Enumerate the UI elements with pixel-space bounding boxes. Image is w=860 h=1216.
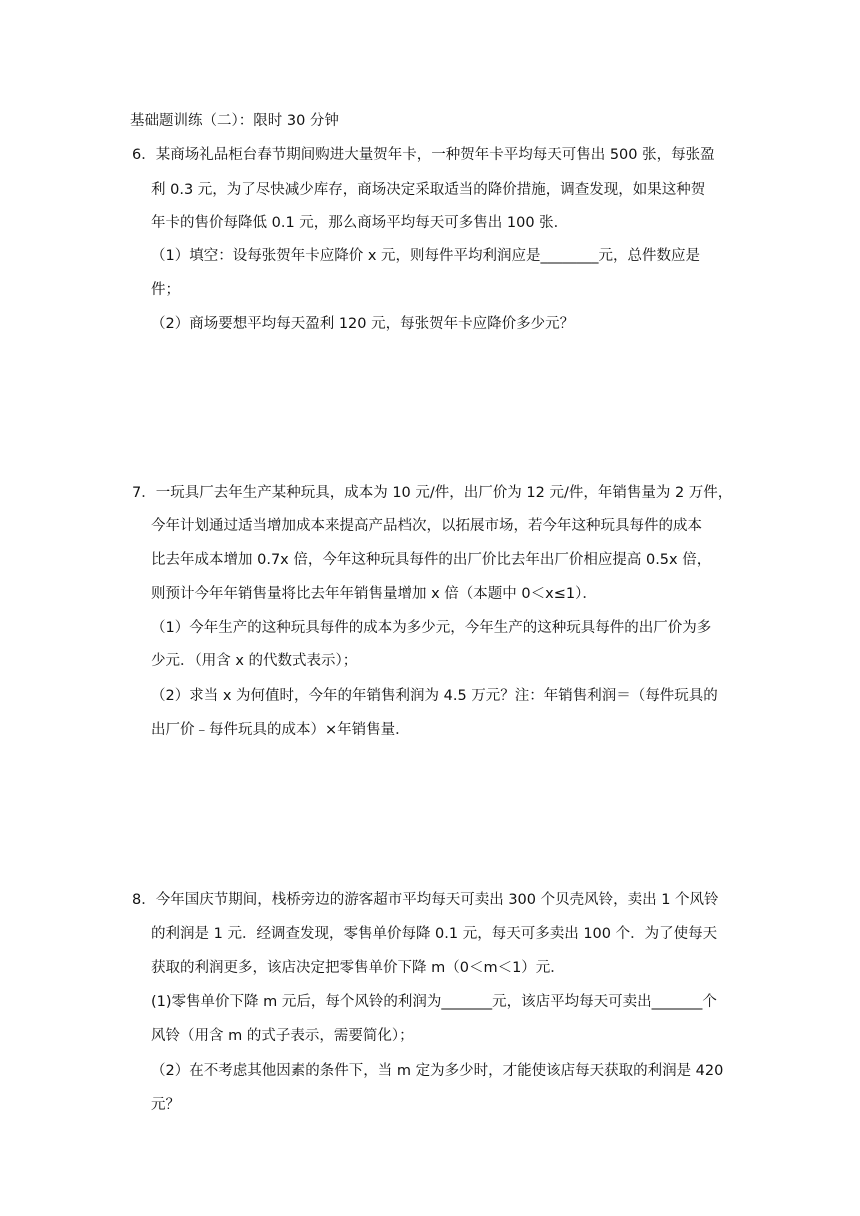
section-title: 基础题训练（二）：限时 30 分钟	[130, 113, 339, 129]
q8-part1: (1)零售单价下降 m 元后，每个风铃的利润为_______元，该店平均每天可卖出_______个	[151, 994, 717, 1010]
q7-part2-cont: 出厂价﹣每件玩具的成本）×年销售量．	[151, 722, 410, 738]
q7-part2: （2）求当 x 为何值时，今年的年销售利润为 4.5 万元？注：年销售利润＝（每件玩具的	[151, 688, 718, 704]
q8-part2: （2）在不考虑其他因素的条件下，当 m 定为多少时，才能使该店每天获取的利润是 420	[151, 1063, 724, 1079]
q6-line-3: 年卡的售价每降低 0.1 元，那么商场平均每天可多售出 100 张．	[151, 215, 569, 231]
q8-line-3: 获取的利润更多，该店决定把零售单价下降 m（0＜m＜1）元．	[151, 960, 565, 976]
q7-line-3: 比去年成本增加 0.7x 倍，今年这种玩具每件的出厂价比去年出厂价相应提高 0.5x 倍，	[151, 552, 712, 568]
q7-part1: （1）今年生产的这种玩具每件的成本为多少元，今年生产的这种玩具每件的出厂价为多	[151, 620, 712, 636]
q6-part1-cont: 件；	[151, 282, 180, 298]
q7-line-2: 今年计划通过适当增加成本来提高产品档次，以拓展市场，若今年这种玩具每件的成本	[151, 518, 702, 534]
q7-line-4: 则预计今年年销售量将比去年年销售量增加 x 倍（本题中 0＜x≤1）．	[151, 586, 597, 602]
q8-part2-cont: 元？	[151, 1097, 180, 1113]
q6-part1: （1）填空：设每张贺年卡应降价 x 元，则每件平均利润应是________元，总件数应是	[151, 248, 701, 264]
q8-part1-cont: 风铃（用含 m 的式子表示，需要简化）；	[151, 1028, 414, 1044]
q7-part1-cont: 少元．（用含 x 的代数式表示）；	[151, 653, 358, 669]
q6-line-2: 利 0.3 元，为了尽快减少库存，商场决定采取适当的降价措施，调查发现，如果这种贺	[151, 182, 706, 198]
q6-line-1: 6．某商场礼品柜台春节期间购进大量贺年卡，一种贺年卡平均每天可售出 500 张，每张盈	[132, 147, 715, 163]
q6-part2: （2）商场要想平均每天盈利 120 元，每张贺年卡应降价多少元？	[151, 316, 575, 332]
q7-line-1: 7．一玩具厂去年生产某种玩具，成本为 10 元/件，出厂价为 12 元/件，年销售量为 2 万件，	[132, 485, 733, 501]
q8-line-1: 8．今年国庆节期间，栈桥旁边的游客超市平均每天可卖出 300 个贝壳风铃，卖出 1 个风铃	[132, 892, 719, 908]
q8-line-2: 的利润是 1 元．经调查发现，零售单价每降 0.1 元，每天可多卖出 100 个．为了使每天	[151, 926, 718, 942]
